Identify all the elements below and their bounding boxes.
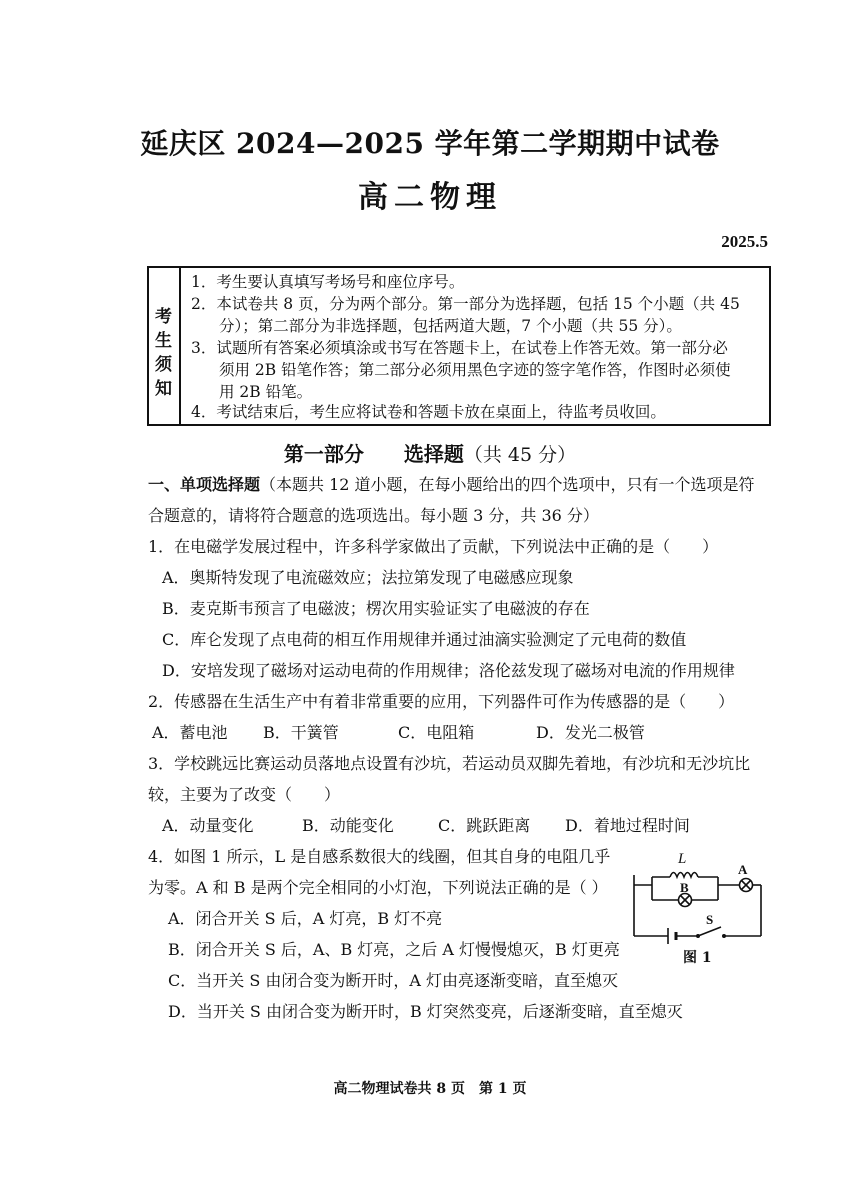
- question-3-option: A．动量变化: [162, 816, 254, 835]
- notice-item: 1．考生要认真填写考场号和座位序号。: [191, 273, 465, 291]
- notice-label-char: 知: [155, 379, 172, 399]
- question-2-option: D．发光二极管: [536, 723, 645, 742]
- notice-label-char: 生: [155, 331, 172, 351]
- circuit-diagram: [628, 848, 768, 968]
- part-heading: 一、单项选择题: [148, 475, 261, 494]
- part-instruction-text: （本题共 12 道小题，在每小题给出的四个选项中，只有一个选项是符: [260, 475, 755, 494]
- question-4-option: D．当开关 S 由闭合变为断开时，B 灯突然变亮，后逐渐变暗，直至熄灭: [168, 1002, 683, 1021]
- part-instruction: [148, 474, 755, 496]
- part-instruction-line-2: 合题意的，请将符合题意的选项选出。每小题 3 分，共 36 分）: [148, 506, 599, 525]
- question-4-option: B．闭合开关 S 后，A、B 灯亮，之后 A 灯慢慢熄灭，B 灯更亮: [168, 940, 620, 959]
- lamp-b-label: B: [680, 880, 689, 895]
- section-title: 第一部分 选择题: [283, 442, 464, 466]
- candidate-notice-box: [147, 266, 771, 426]
- question-3-stem: 3．学校跳远比赛运动员落地点设置有沙坑，若运动员双脚先着地，有沙坑和无沙坑比: [148, 754, 751, 773]
- question-1-option: D．安培发现了磁场对运动电荷的作用规律；洛伦兹发现了磁场对电流的作用规律: [162, 661, 735, 680]
- question-3-stem-line-2: 较，主要为了改变（ ）: [148, 785, 341, 804]
- notice-label-char: 考: [155, 307, 172, 327]
- question-4-stem-line-2: 为零。A 和 B 是两个完全相同的小灯泡，下列说法正确的是（ ）: [148, 878, 608, 897]
- question-4-option: A．闭合开关 S 后，A 灯亮，B 灯不亮: [168, 909, 443, 928]
- question-1-stem: 1．在电磁学发展过程中，许多科学家做出了贡献，下列说法中正确的是（ ）: [148, 537, 719, 556]
- page-footer: 高二物理试卷共 8 页 第 1 页: [333, 1081, 527, 1097]
- section-heading: [0, 438, 860, 467]
- question-1-option: B．麦克斯韦预言了电磁波；楞次用实验证实了电磁波的存在: [162, 599, 590, 618]
- notice-item: 用 2B 铅笔。: [219, 383, 313, 401]
- switch-label: S: [706, 912, 714, 927]
- lamp-a-label: A: [738, 862, 748, 877]
- question-3-option: D．着地过程时间: [565, 816, 690, 835]
- notice-label: [149, 268, 181, 424]
- notice-item: 2．本试卷共 8 页，分为两个部分。第一部分为选择题，包括 15 个小题（共 45: [191, 295, 740, 313]
- exam-subject: 高二物理: [358, 180, 502, 215]
- question-2-stem: 2．传感器在生活生产中有着非常重要的应用，下列器件可作为传感器的是（ ）: [148, 692, 735, 711]
- question-2-option: B．干簧管: [263, 723, 339, 742]
- question-3-option: B．动能变化: [302, 816, 394, 835]
- exam-title: 延庆区 2024—2025 学年第二学期期中试卷: [140, 127, 720, 160]
- notice-label-char: 须: [155, 355, 172, 375]
- section-points: （共 45 分）: [463, 444, 577, 466]
- figure-caption: 图 1: [683, 950, 712, 966]
- inductor-label: L: [678, 851, 687, 867]
- notice-item: 3．试题所有答案必须填涂或书写在答题卡上，在试卷上作答无效。第一部分必: [191, 339, 728, 357]
- question-1-option: A．奥斯特发现了电流磁效应；法拉第发现了电磁感应现象: [162, 568, 574, 587]
- question-1-option: C．库仑发现了点电荷的相互作用规律并通过油滴实验测定了元电荷的数值: [162, 630, 687, 649]
- question-4-stem: 4．如图 1 所示，L 是自感系数很大的线圈，但其自身的电阻几乎: [148, 847, 611, 866]
- notice-item: 4．考试结束后，考生应将试卷和答题卡放在桌面上，待监考员收回。: [191, 403, 666, 421]
- notice-item: 须用 2B 铅笔作答；第二部分必须用黑色字迹的签字笔作答，作图时必须使: [219, 361, 731, 379]
- notice-item: 分）；第二部分为非选择题，包括两道大题，7 个小题（共 55 分）。: [219, 317, 682, 335]
- circuit-figure-1: [628, 848, 768, 968]
- question-2-option: A．蓄电池: [152, 723, 228, 742]
- question-2-option: C．电阻箱: [398, 723, 475, 742]
- exam-date: 2025.5: [721, 232, 768, 251]
- question-4-option: C．当开关 S 由闭合变为断开时，A 灯由亮逐渐变暗，直至熄灭: [168, 971, 619, 990]
- question-3-option: C．跳跃距离: [438, 816, 531, 835]
